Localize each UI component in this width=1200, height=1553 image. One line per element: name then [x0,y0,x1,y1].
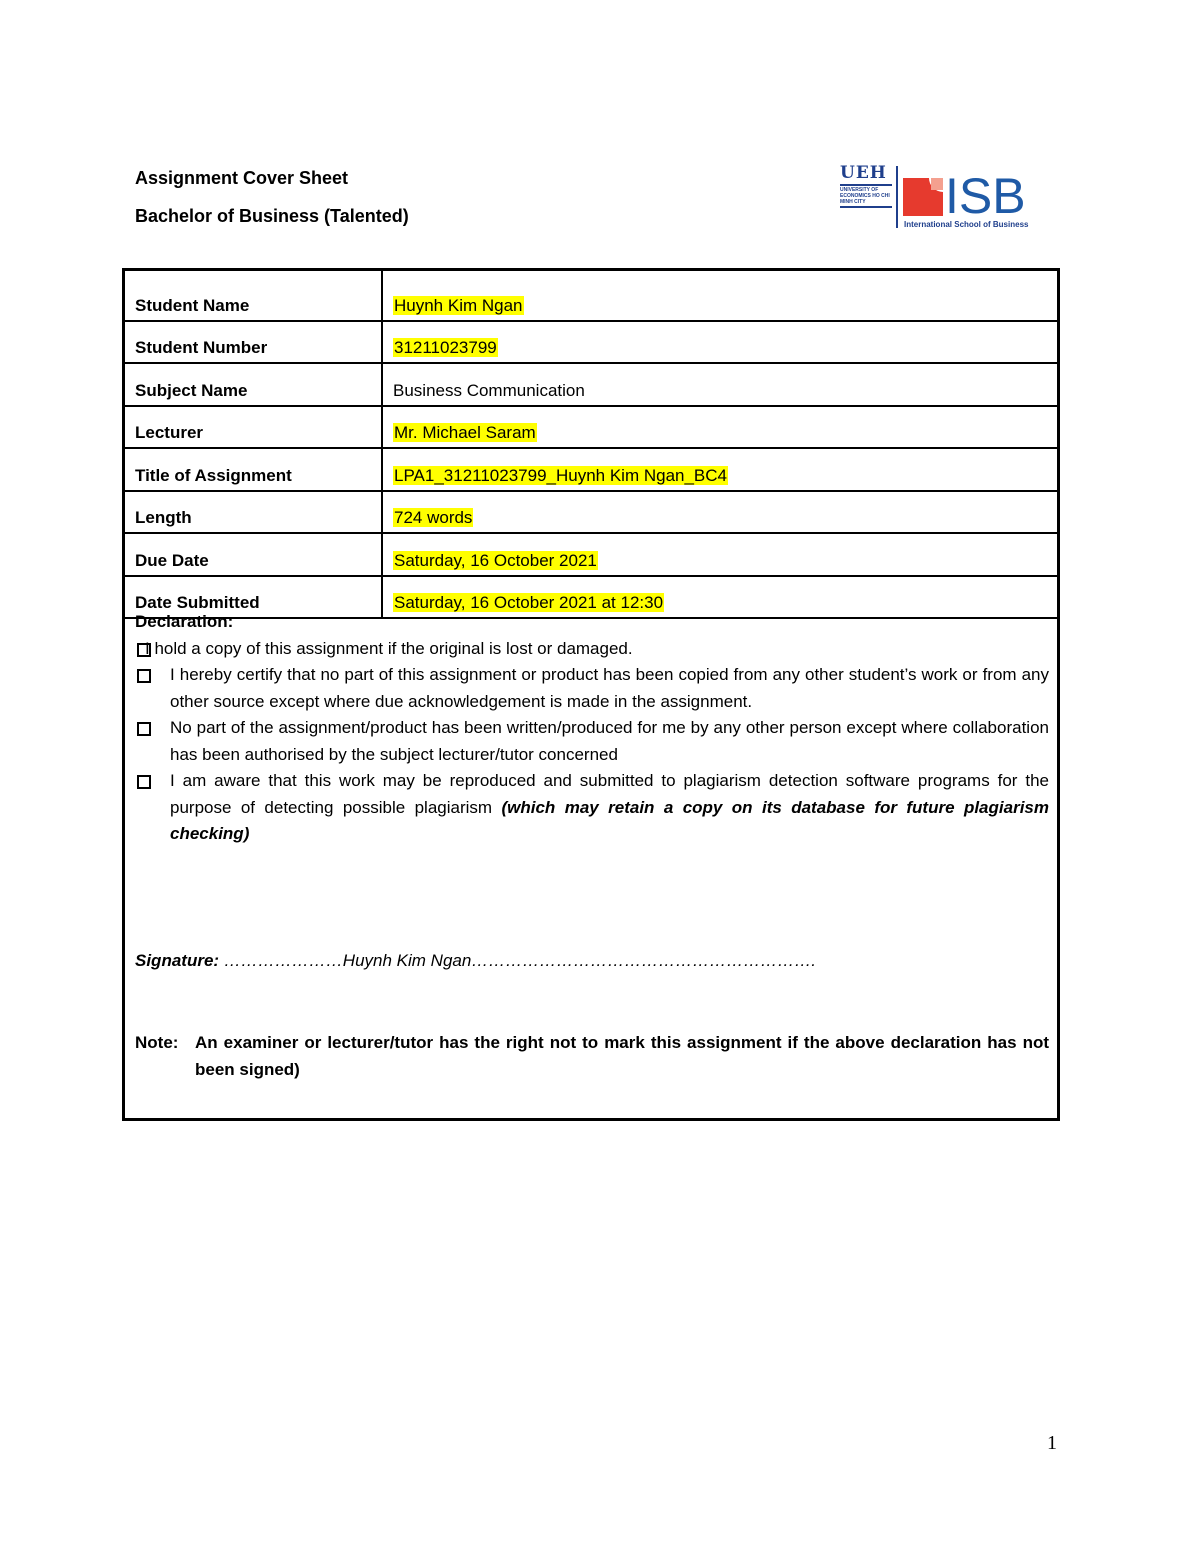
info-label: Length [125,491,382,534]
page-number: 1 [1047,1432,1057,1454]
note-label: Note: [135,1033,179,1052]
isb-red-mark-icon [903,178,943,216]
note-section [135,1029,1049,1083]
logo-divider [896,166,898,228]
info-value: 31211023799 [394,338,497,357]
checkbox-icon[interactable] [137,669,151,683]
info-value-cell [382,271,1057,321]
info-row [125,491,1057,534]
info-value: LPA1_31211023799_Huynh Kim Ngan_BC4 [394,465,728,485]
info-row [125,533,1057,576]
info-value: Huynh Kim Ngan [394,295,523,315]
declaration-title: Declaration: [135,612,234,631]
note-text: An examiner or lecturer/tutor has the right not to mark this assignment if the above declaration has not been signed) [195,1033,1049,1079]
isb-logo-subtext: International School of Business [904,220,1029,229]
signature-value: …………………Huynh Kim Ngan……………………………………………………. [223,951,817,970]
ueh-logo-rule-bottom [840,206,892,208]
checkbox-icon[interactable] [137,722,151,736]
info-value: 724 words [394,508,473,527]
info-value: Saturday, 16 October 2021 at 12:30 [394,593,664,612]
ueh-logo-rule [840,184,892,186]
info-label: Lecturer [125,406,382,449]
info-label: Subject Name [125,363,382,406]
info-row [125,406,1057,449]
info-value-cell [382,321,1057,364]
declaration-section [135,609,1049,848]
info-value: Business Communication [393,380,585,400]
info-value: Mr. Michael Saram [394,423,536,442]
declaration-item: I hold a copy of this assignment if the original is lost or damaged. [135,636,1049,663]
info-value-cell [382,406,1057,449]
school-logo [838,163,1038,233]
page-title: Assignment Cover Sheet [135,168,349,188]
declaration-item: I hereby certify that no part of this assignment or product has been copied from any other student’s work or from any other source except where due acknowledgement is made in the assignment. [135,662,1049,715]
page-subtitle: Bachelor of Business (Talented) [135,206,409,226]
info-row [125,271,1057,321]
info-label: Date Submitted [125,576,382,619]
ueh-logo-subtext: UNIVERSITY OF ECONOMICS HO CHI MINH CITY [840,187,890,205]
ueh-logo-text: UEH [840,163,887,183]
declaration-item: I am aware that this work may be reproduced and submitted to plagiarism detection software programs for the purpose of detecting possible plagiarism (which may retain a copy on its database for future plagiarism checking) [135,768,1049,848]
info-value-cell [382,491,1057,534]
info-label: Student Number [125,321,382,364]
info-label: Title of Assignment [125,448,382,491]
info-row [125,363,1057,406]
info-row [125,448,1057,491]
info-row [125,321,1057,364]
info-value-cell [382,363,1057,406]
signature-line [135,951,816,971]
info-value-cell [382,448,1057,491]
signature-label: Signature: [135,951,220,970]
checkbox-icon[interactable] [137,643,151,657]
cover-sheet-frame [122,268,1060,1121]
declaration-emphasis: (which may retain a copy on its database for future plagiarism checking) [170,797,1049,843]
info-value: Saturday, 16 October 2021 [394,550,597,570]
student-info-table [125,271,1057,619]
info-label: Due Date [125,533,382,576]
info-value-cell [382,533,1057,576]
declaration-item: No part of the assignment/product has been written/produced for me by any other person except where collaboration has been authorised by the subject lecturer/tutor concerned [135,715,1049,768]
checkbox-icon[interactable] [137,775,151,789]
info-label: Student Name [125,271,382,321]
isb-logo-text: ISB [945,168,1026,224]
